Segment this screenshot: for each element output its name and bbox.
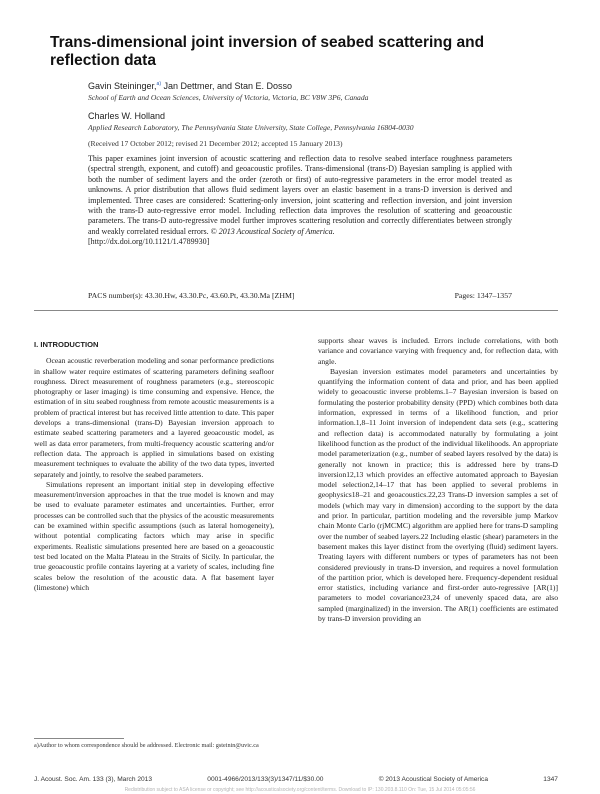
paper-title: Trans-dimensional joint inversion of seabed scattering and reflection data: [50, 34, 485, 69]
author-names-1-rest: Jan Dettmer, and Stan E. Dosso: [161, 81, 293, 91]
right-paragraph-2: Bayesian inversion estimates model parameters and uncertainties by quantifying the information content of data and prior, and has been applied widely to geoacoustic inverse problems.1–7 Bayesian inversion is based on formulating the posterior probability density (PPD) which combines both data information, expressed in terms of a likelihood function, and prior information.1,8–11 Joint inversion of independent data sets (e.g., scattering and reflection data) is accommodated naturally by formulating a joint likelihood function as the product of the individual likelihoods. An appropriate model parameterization (e.g., number of seabed layers resolved by the data) is generally not known in practice; this is addressed here by trans-D inversion12,13 which provides an effective automated approach to Bayesian model selection2,14–17 that has been applied to several problems in geophysics18–21 and geoacoustics.22,23 Trans-D inversion samples a set of models (which may vary in dimension) according to the support by the data and prior. In particular, partition modeling and the reversible jump Markov chain Monte Carlo (rjMCMC) algorithm are applied here for trans-D sampling over the number of seabed layers.22 Including elastic (shear) parameters in the basement makes this layer distinct from the overlying (fluid) sediment layers. Treating layers with different numbers or types of parameters has not been considered previously in trans-D inversion, and requires a novel formulation of the partition prior, which is developed here. Frequency-dependent residual error statistics, including variance and first-order auto-regressive [AR(1)] parameters to model covariance23,24 of unevenly spaced data, are also sampled (marginalized) in the inversion. The AR(1) coefficients are estimated by trans-D inversion providing an: [318, 366, 558, 624]
left-paragraph-2: Simulations represent an important initial step in developing effective measurement/inversion approaches in that the true model is known and may be used to evaluate parameter estimates and uncertainties. Further, error processes can be controlled such that the physics of the acoustic measurements can be examined within specific assumptions (such as lateral homogeneity), without potential complicating factors which may arise in specific experiments. Realistic simulations presented here are based on a geoacoustic test bed located on the Malta Plateau in the Straits of Sicily. In particular, the true geoacoustic profile contains layering at a variety of scales, including fine scales below the resolution of the acoustic data. A flat basement layer (limestone) which: [34, 479, 274, 592]
page-number: 1347: [543, 776, 558, 783]
section-heading-introduction: I. INTRODUCTION: [34, 340, 99, 349]
author-group-2: Charles W. Holland: [88, 111, 166, 121]
pacs-row: [88, 291, 512, 300]
pacs-numbers: PACS number(s): 43.30.Hw, 43.30.Pc, 43.60.Pt, 43.30.Ma [ZHM]: [88, 291, 295, 300]
doi-link[interactable]: [http://dx.doi.org/10.1121/1.4789930]: [88, 237, 210, 247]
article-code: 0001-4966/2013/133(3)/1347/11/$30.00: [207, 776, 324, 783]
page-footer: [34, 776, 558, 783]
author-names-1: Gavin Steininger,: [88, 81, 157, 91]
affiliation-2: Applied Research Laboratory, The Pennsylvania State University, State College, Pennsylvania 16804-0030: [88, 123, 414, 132]
copyright-note: © 2013 Acoustical Society of America.: [210, 226, 335, 236]
left-column: [34, 340, 274, 730]
journal-citation: J. Acoust. Soc. Am. 133 (3), March 2013: [34, 776, 153, 783]
right-column: [318, 336, 558, 730]
footnote-divider: [34, 738, 124, 739]
abstract-text: This paper examines joint inversion of acoustic scattering and reflection data to resolve seabed interface roughness parameters (spectral strength, exponent, and cutoff) and geoacoustic profiles. Trans-dimensional (trans-D) Bayesian sampling is applied with both the number of sediment layers and the order (zeroth or first) of auto-regressive parameters in the error model treated as unknowns. A prior distribution that allows fluid sediment layers over an elastic basement in a trans-D inversion is derived and implemented. Three cases are considered: Scattering-only inversion, joint scattering and reflection inversion, and joint inversion with the trans-D auto-regressive error model. Including reflection data improves the resolution of scattering and geoacoustic parameters. The trans-D auto-regressive model further improves scattering resolution and correctly differentiates between strongly and weakly correlated residual errors.: [88, 154, 512, 236]
header-divider: [34, 310, 558, 311]
society-copyright: © 2013 Acoustical Society of America: [378, 776, 489, 783]
redistribution-watermark: Redistribution subject to ASA license or copyright; see http://acousticalsociety.org/content/terms. Download to IP: 130.203.8.110 On: Tue, 15 Jul 2014 05:05:56: [124, 787, 476, 793]
right-paragraph-1: supports shear waves is included. Errors include correlations, with both variance and covariance varying with frequency and, for reflection data, with angle.: [318, 336, 558, 366]
page-range: Pages: 1347–1357: [454, 291, 512, 300]
abstract: [88, 154, 512, 248]
author-group-1: [88, 81, 292, 91]
footnote: a)Author to whom correspondence should be addressed. Electronic mail: gsteinin@uvic.ca: [34, 742, 259, 749]
affiliation-1: School of Earth and Ocean Sciences, University of Victoria, Victoria, BC V8W 3P6, Canada: [88, 93, 369, 102]
corresponding-author-mark[interactable]: a): [156, 81, 161, 87]
received-dates: (Received 17 October 2012; revised 21 December 2012; accepted 15 January 2013): [88, 139, 343, 148]
left-paragraph-1: Ocean acoustic reverberation modeling and sonar performance predictions in shallow water require estimates of scattering parameters defining seafloor roughness. Direct measurement of roughness parameters (e.g., stereoscopic photography or laser imaging) is time consuming and expensive. Hence, the estimation of in situ seabed roughness from remote acoustic measurements is a problem of practical interest but has received little attention to date. This paper develops a trans-dimensional (trans-D) Bayesian inversion approach to estimate seabed scattering parameters and a layered geoacoustic model, as well as data error parameters, from multi-frequency acoustic scattering and/or reflection data. The approach is applied in simulations based on existing measurement techniques to evaluate the ability of the two data types, inverted separately and jointly, to resolve the seabed parameters.: [34, 356, 274, 479]
